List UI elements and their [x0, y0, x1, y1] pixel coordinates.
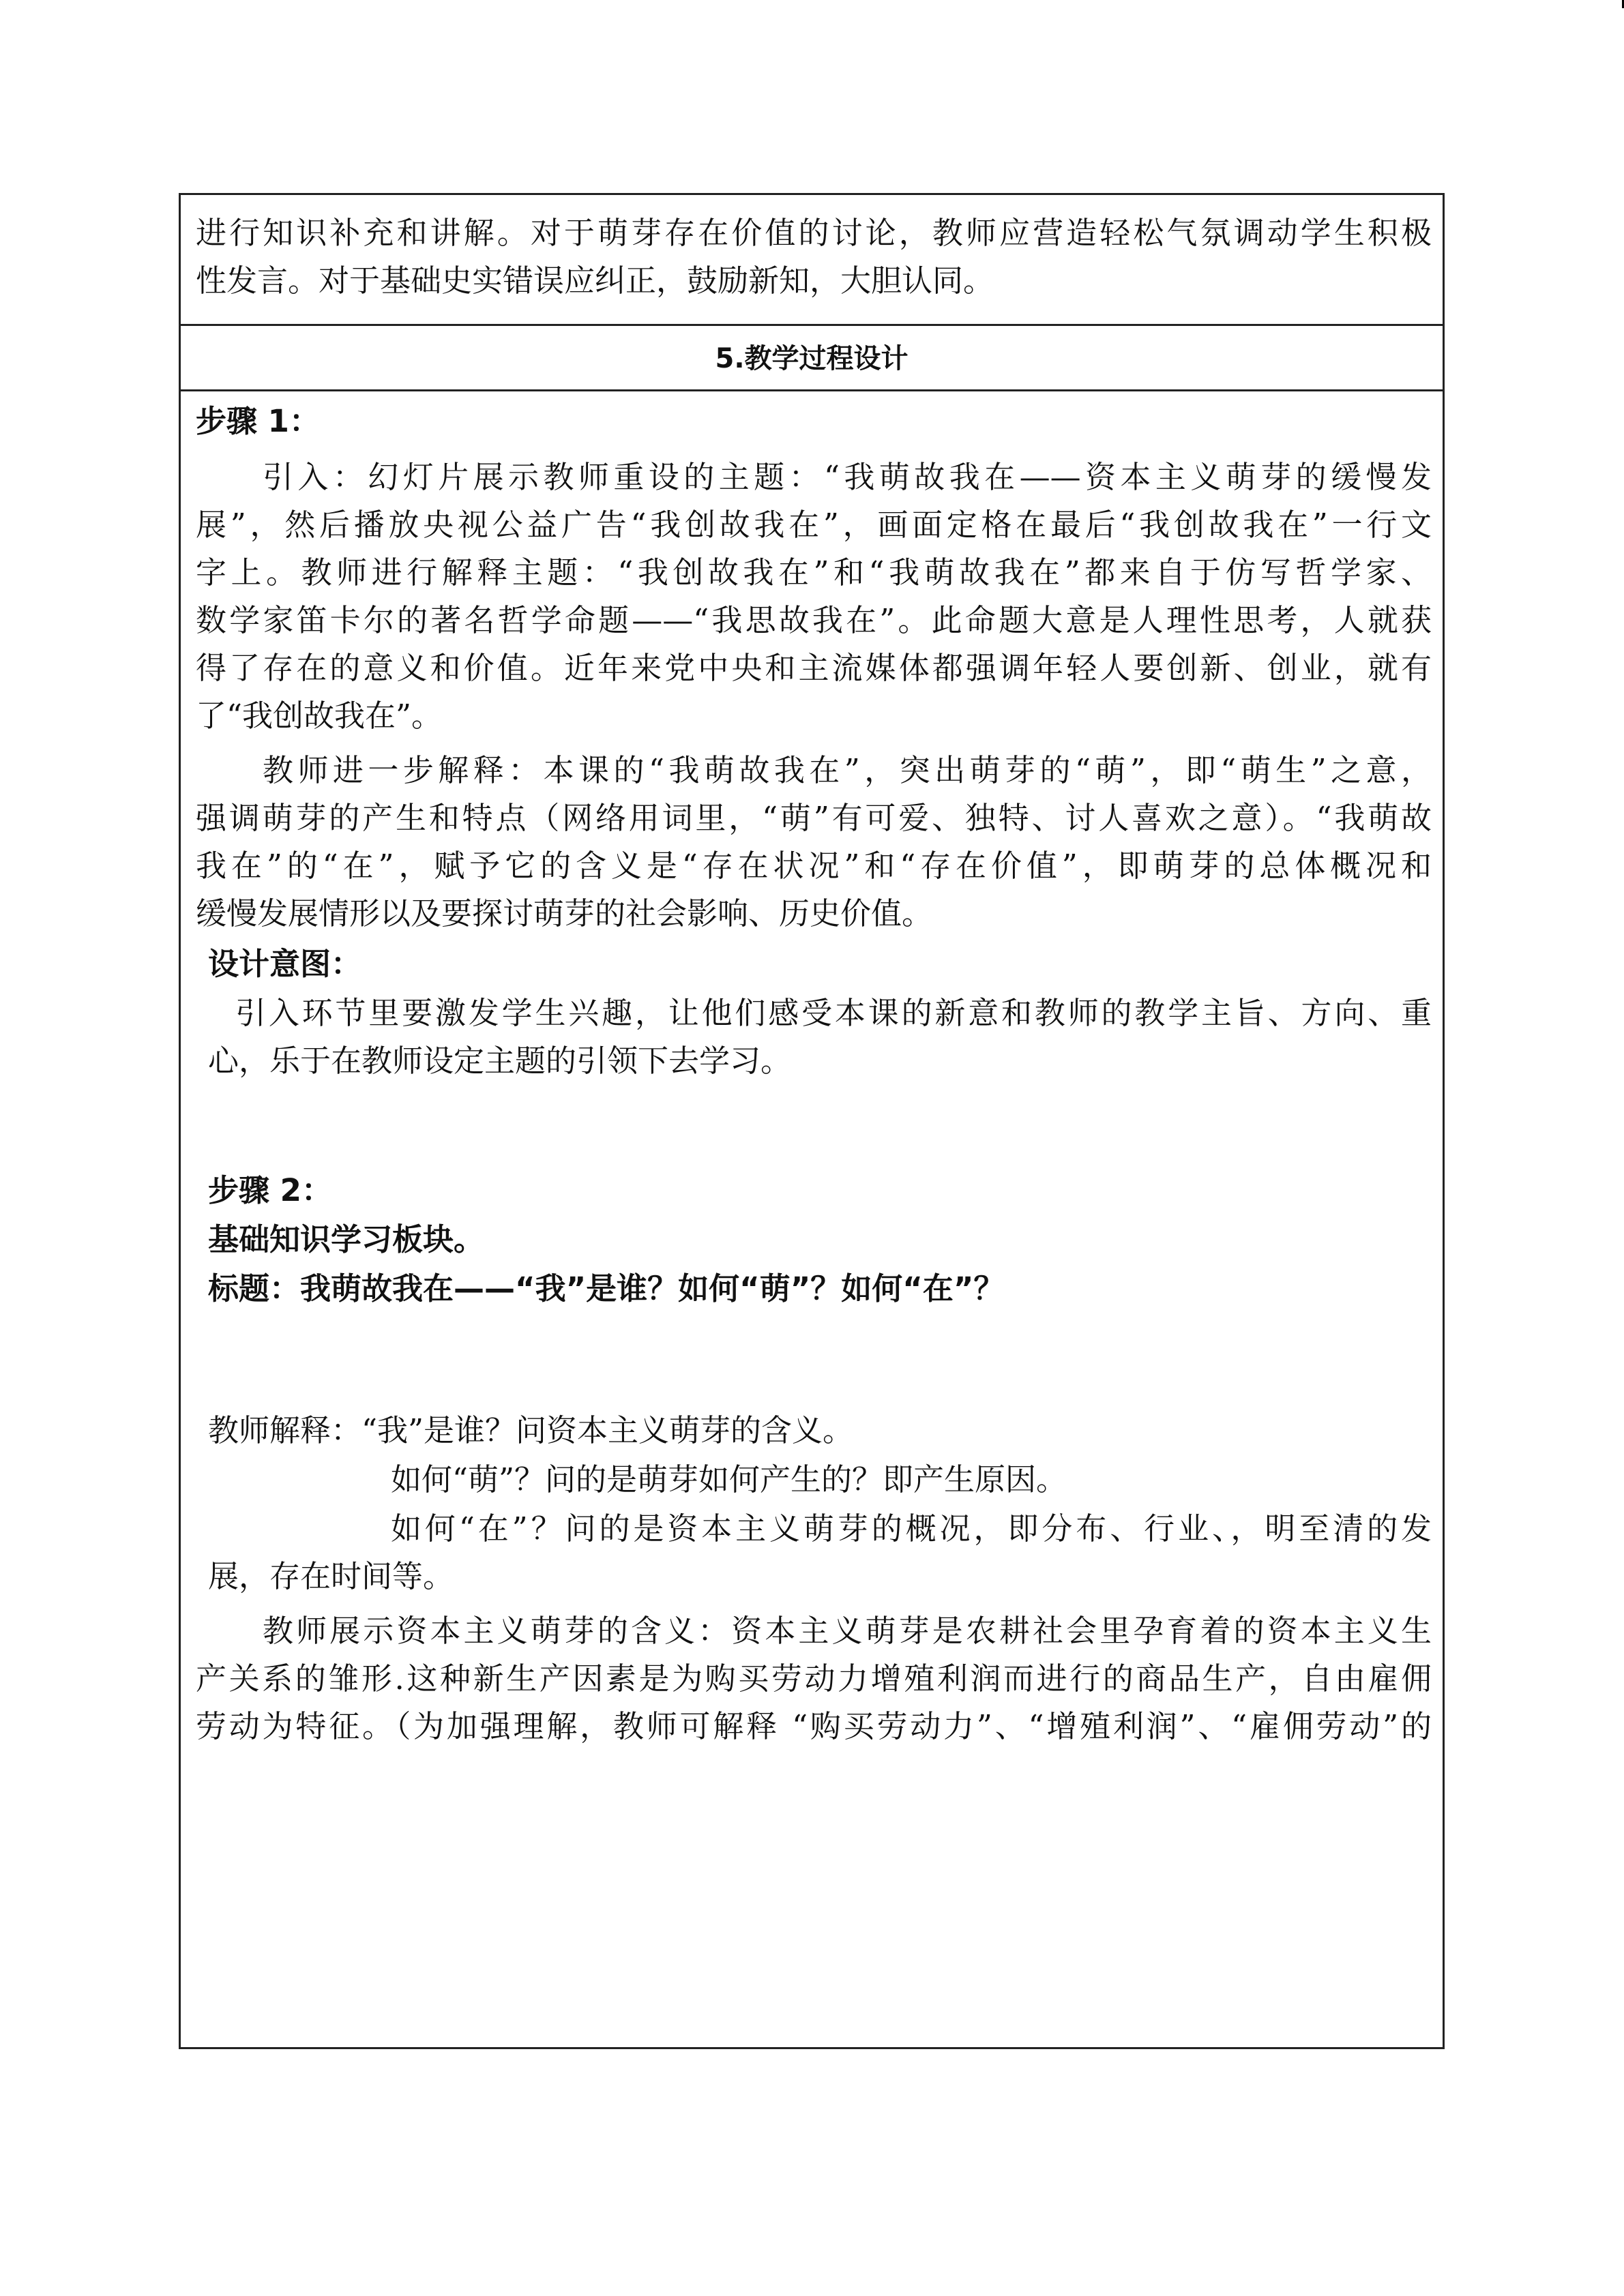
- definition-line: 教师展示资本主义萌芽的含义：资本主义萌芽是农耕社会里孕育着的资本主义生: [263, 1613, 1432, 1649]
- teacher-explain-line: 如何“在”？问的是资本主义萌芽的概况，即分布、行业、，明至清的发: [391, 1510, 1432, 1547]
- design-intent-label: 设计意图：: [208, 946, 362, 982]
- section-heading-cell: [181, 326, 1443, 391]
- design-intent-line: 引入环节里要激发学生兴趣，让他们感受本课的新意和教师的教学主旨、方向、重: [235, 995, 1432, 1031]
- step2-topic: 标题：我萌故我在——“我”是谁？如何“萌”？如何“在”？: [208, 1270, 1005, 1307]
- step1-para2-line: 缓慢发展情形以及要探讨萌芽的社会影响、历史价值。: [196, 895, 933, 931]
- step1-label: 步骤 1：: [196, 403, 320, 439]
- step1-para1-line: 字上。教师进行解释主题：“我创故我在”和“我萌故我在”都来自于仿写哲学家、: [196, 554, 1432, 591]
- definition-line: 产关系的雏形.这种新生产因素是为购买劳动力增殖利润而进行的商品生产，自由雇佣: [196, 1660, 1432, 1697]
- teacher-explain-line: 展，存在时间等。: [208, 1558, 454, 1594]
- step1-para1-line: 了“我创故我在”。: [196, 698, 443, 734]
- teacher-explain-line: 教师解释：“我”是谁？问资本主义萌芽的含义。: [208, 1412, 854, 1448]
- intro-cell: [181, 195, 1443, 326]
- teacher-explain-line: 如何“萌”？问的是萌芽如何产生的？即产生原因。: [391, 1461, 1067, 1497]
- step1-para1-line: 引入：幻灯片展示教师重设的主题：“我萌故我在——资本主义萌芽的缓慢发: [263, 459, 1432, 495]
- step1-para2-line: 教师进一步解释：本课的“我萌故我在”，突出萌芽的“萌”，即“萌生”之意，: [263, 752, 1432, 788]
- lesson-plan-table: [179, 193, 1445, 2049]
- step2-label: 步骤 2：: [208, 1172, 332, 1208]
- design-intent-line: 心，乐于在教师设定主题的引领下去学习。: [208, 1043, 792, 1079]
- step1-para2-line: 我在”的“在”，赋予它的含义是“存在状况”和“存在价值”，即萌芽的总体概况和: [196, 848, 1432, 884]
- text-line: 进行知识补充和讲解。对于萌芽存在价值的讨论，教师应营造轻松气氛调动学生积极: [196, 215, 1432, 251]
- step1-para1-line: 数学家笛卡尔的著名哲学命题——“我思故我在”。此命题大意是人理性思考，人就获: [196, 602, 1432, 638]
- process-cell: [181, 391, 1443, 2047]
- step2-block-title: 基础知识学习板块。: [208, 1221, 485, 1257]
- section-heading: 5.教学过程设计: [715, 343, 909, 374]
- step1-para1-line: 展”，然后播放央视公益广告“我创故我在”，画面定格在最后“我创故我在”一行文: [196, 507, 1432, 543]
- definition-line: 劳动为特征。（为加强理解，教师可解释 “购买劳动力”、“增殖利润”、“雇佣劳动”的: [196, 1708, 1432, 1744]
- text-line: 性发言。对于基础史实错误应纠正，鼓励新知，大胆认同。: [196, 263, 994, 299]
- step1-para1-line: 得了存在的意义和价值。近年来党中央和主流媒体都强调年轻人要创新、创业，就有: [196, 650, 1432, 686]
- step1-para2-line: 强调萌芽的产生和特点（网络用词里，“萌”有可爱、独特、讨人喜欢之意）。“我萌故: [196, 800, 1432, 836]
